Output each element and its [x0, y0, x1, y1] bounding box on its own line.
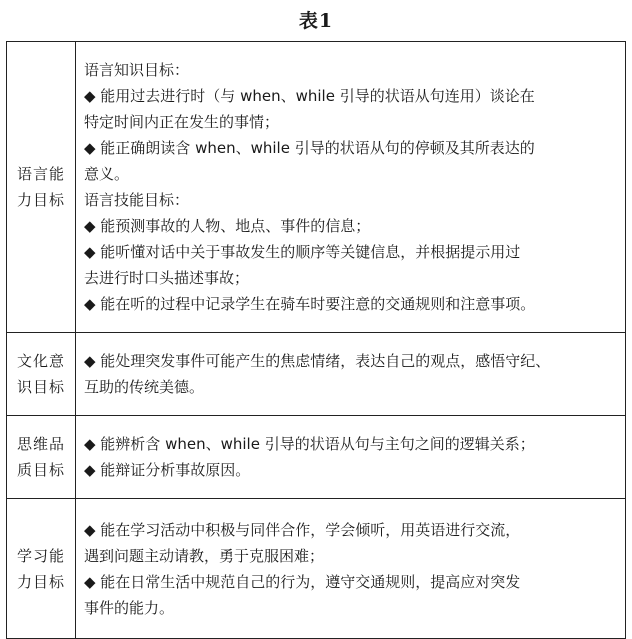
objective-line: 互助的传统美德。 [84, 378, 205, 396]
table-row [7, 416, 626, 499]
objectives-cell-thinking [76, 416, 626, 499]
objectives-cell-learning [76, 499, 626, 639]
objective-line: 遇到问题主动请教，勇于克服困难； [84, 546, 325, 565]
category-cell-thinking [7, 416, 76, 499]
category-label-line: 识目标 [16, 378, 65, 396]
objective-line: 特定时间内正在发生的事情； [84, 113, 280, 131]
table-caption: 表1 [298, 10, 334, 32]
objectives-cell-culture [76, 333, 626, 416]
objective-line: ◆ 能辨析含 when、while 引导的状语从句与主句之间的逻辑关系； [84, 435, 535, 453]
category-label-line: 力目标 [16, 572, 65, 591]
category-label-line: 质目标 [16, 461, 65, 479]
category-label-line: 学习能 [16, 546, 65, 565]
category-cell-culture [7, 333, 76, 416]
objectives-cell-language [76, 42, 626, 333]
category-label-line: 语言能 [16, 165, 65, 183]
category-label-line: 力目标 [16, 191, 65, 209]
category-label-line: 思维品 [16, 435, 65, 453]
objective-line: ◆ 能用过去进行时（与 when、while 引导的状语从句连用）谈论在 [84, 87, 535, 105]
objective-line: ◆ 能在学习活动中积极与同伴合作，学会倾听，用英语进行交流， [84, 520, 521, 539]
category-label-line: 文化意 [16, 352, 65, 370]
objective-line: ◆ 能在日常生活中规范自己的行为，遵守交通规则，提高应对突发 [84, 572, 521, 591]
objective-line: ◆ 能辩证分析事故原因。 [84, 461, 251, 479]
objective-line: ◆ 能正确朗读含 when、while 引导的状语从句的停顿及其所表达的 [84, 139, 535, 157]
objective-line: 语言知识目标： [84, 61, 190, 79]
objective-line: ◆ 能处理突发事件可能产生的焦虑情绪，表达自己的观点，感悟守纪、 [84, 352, 551, 370]
objective-line: 意义。 [84, 165, 130, 183]
objective-line: ◆ 能预测事故的人物、地点、事件的信息； [84, 217, 371, 235]
objectives-table [6, 41, 626, 639]
table-row [7, 333, 626, 416]
table-row [7, 42, 626, 333]
category-cell-language [7, 42, 76, 333]
objective-line: 去进行时口头描述事故； [84, 269, 250, 287]
objective-line: ◆ 能在听的过程中记录学生在骑车时要注意的交通规则和注意事项。 [84, 295, 536, 313]
objective-line: ◆ 能听懂对话中关于事故发生的顺序等关键信息，并根据提示用过 [84, 243, 521, 261]
category-cell-learning [7, 499, 76, 639]
objective-line: 语言技能目标： [84, 191, 190, 209]
objective-line: 事件的能力。 [84, 598, 175, 617]
table-row [7, 499, 626, 639]
